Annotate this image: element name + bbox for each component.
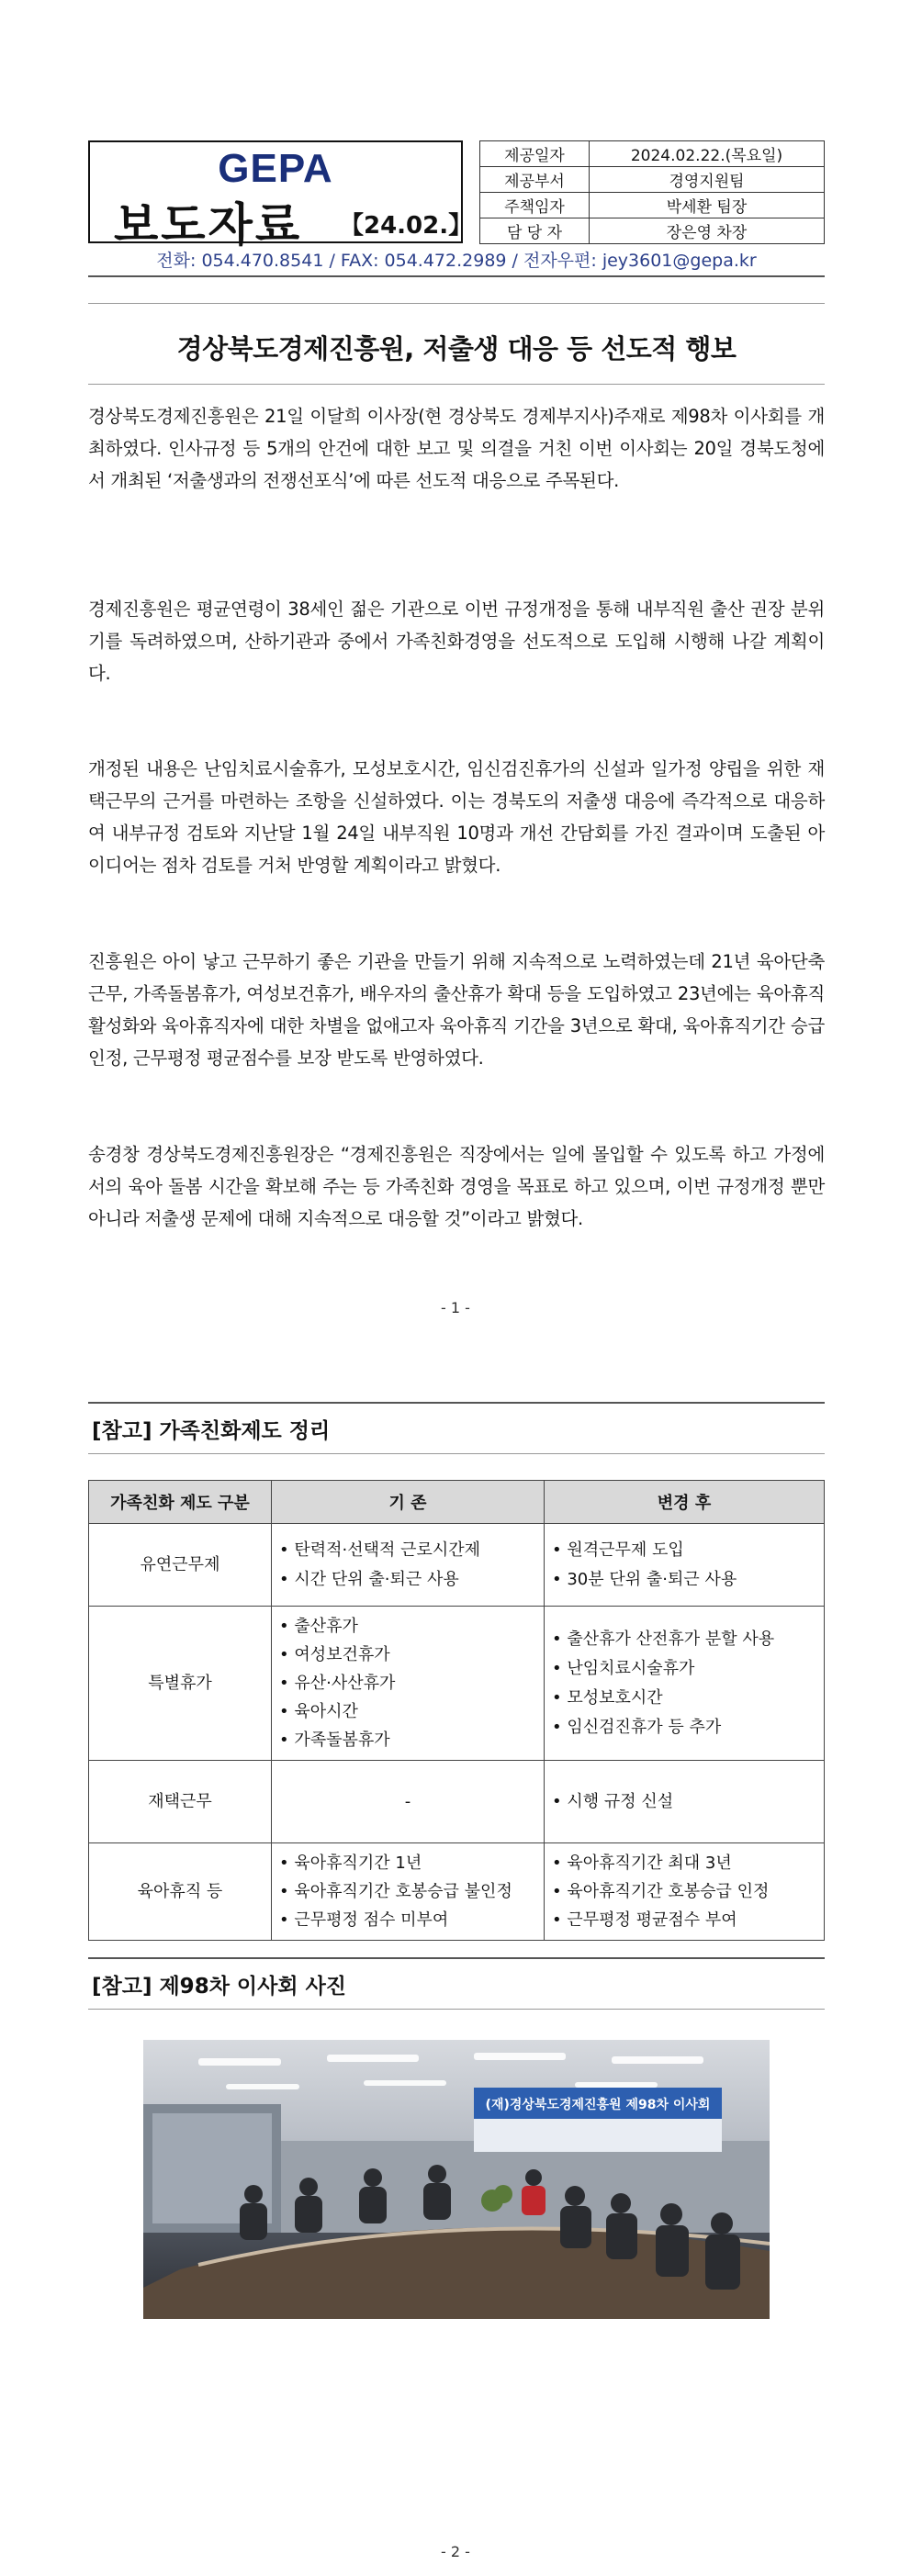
info-key: 제공일자 <box>480 141 590 167</box>
table-row <box>89 1843 825 1941</box>
info-value: 박세환 팀장 <box>590 193 825 218</box>
section-divider <box>88 2009 825 2010</box>
list-item: • 여성보건휴가 <box>279 1641 536 1669</box>
before-cell <box>272 1843 545 1941</box>
headline: 경상북도경제진흥원, 저출생 대응 등 선도적 행보 <box>176 333 737 364</box>
section-divider <box>88 1402 825 1404</box>
board-meeting-photo <box>143 2040 770 2319</box>
after-cell <box>545 1524 825 1607</box>
list-item: • 가족돌봄휴가 <box>279 1726 536 1754</box>
release-info-table <box>479 140 825 244</box>
category-cell: 유연근무제 <box>89 1524 272 1607</box>
divider <box>88 303 825 304</box>
page-number: - 2 - <box>441 2543 470 2560</box>
meeting-photo-illustration <box>143 2040 770 2319</box>
list-item: • 30분 단위 출·퇴근 사용 <box>552 1565 816 1595</box>
category-cell: 육아휴직 등 <box>89 1843 272 1941</box>
list-item: • 시행 규정 신설 <box>552 1787 816 1817</box>
paragraph: 경제진흥원은 평균연령이 38세인 젊은 기관으로 이번 규정개정을 통해 내부직원 출산 권장 분위기를 독려하였으며, 산하기관과 중에서 가족친화경영을 선도적으로 도입해 시행해 나갈 계획이다. <box>88 599 825 684</box>
before-cell <box>272 1607 545 1761</box>
list-item: • 육아휴직기간 최대 3년 <box>552 1849 816 1877</box>
paragraph: 송경창 경상북도경제진흥원장은 “경제진흥원은 직장에서는 일에 몰입할 수 있도록 하고 가정에서의 육아 돌봄 시간을 확보해 주는 등 가족친화 경영을 목표로 하고 있으며, 이번 규정개정 뿐만 아니라 저출생 문제에 대해 지속적으로 대응할 것”이라고 밝혔다. <box>88 1144 825 1229</box>
divider <box>88 275 825 277</box>
press-release-header <box>88 140 473 252</box>
info-value: 2024.02.22.(목요일) <box>590 141 825 167</box>
list-item: • 탄력적·선택적 근로시간제 <box>279 1536 536 1565</box>
after-cell <box>545 1843 825 1941</box>
list-item: • 난임치료시술휴가 <box>552 1654 816 1684</box>
list-item: • 육아시간 <box>279 1697 536 1726</box>
page-number: - 1 - <box>441 1299 470 1316</box>
contact-line: 전화: 054.470.8541 / FAX: 054.472.2989 / 전자우편: jey3601@gepa.kr <box>156 251 757 271</box>
column-header: 가족친화 제도 구분 <box>89 1481 272 1524</box>
paragraph: 진흥원은 아이 낳고 근무하기 좋은 기관을 만들기 위해 지속적으로 노력하였는데 21년 육아단축근무, 가족돌봄휴가, 여성보건휴가, 배우자의 출산휴가 확대 등을 도입하였고 23년에는 육아휴직 활성화와 육아휴직자에 대한 차별을 없애고자 육아휴직 기간을 3년으로 확대, 육아휴직기간 승급 인정, 근무평정 평균점수를 보장 받도록 반영하였다. <box>88 951 825 1069</box>
column-header: 기 존 <box>272 1481 545 1524</box>
list-item: • 원격근무제 도입 <box>552 1536 816 1565</box>
list-item: • 육아휴직기간 호봉승급 인정 <box>552 1877 816 1906</box>
list-item: • 모성보호시간 <box>552 1684 816 1713</box>
table-row <box>89 1607 825 1761</box>
paragraph: 개정된 내용은 난임치료시술휴가, 모성보호시간, 임신검진휴가의 신설과 일가정 양립을 위한 재택근무의 근거를 마련하는 조항을 신설하였다. 이는 경북도의 저출생 대응에 즉각적으로 대응하여 내부규정 검토와 지난달 1월 24일 내부직원 10명과 개선 간담회를 가진 결과이며 도출된 아이디어는 점차 검토를 거처 반영할 계획이라고 밝혔다. <box>88 758 825 876</box>
section-divider <box>88 1957 825 1959</box>
list-item: • 유산·사산휴가 <box>279 1669 536 1697</box>
table-row <box>89 1524 825 1607</box>
after-cell <box>545 1607 825 1761</box>
category-cell: 재택근무 <box>89 1761 272 1843</box>
logo-text: GEPA <box>218 146 333 191</box>
table-row <box>89 1761 825 1843</box>
info-value: 장은영 차장 <box>590 218 825 244</box>
release-label: 보도자료 <box>114 198 303 252</box>
category-cell: 특별휴가 <box>89 1607 272 1761</box>
list-item: • 육아휴직기간 호봉승급 불인정 <box>279 1877 536 1906</box>
release-date: 【24.02.】 <box>340 212 473 240</box>
paragraph: 경상북도경제진흥원은 21일 이달희 이사장(현 경상북도 경제부지사)주재로 제98차 이사회를 개최하였다. 인사규정 등 5개의 안건에 대한 보고 및 의결을 거친 이번 이사회는 20일 경북도청에서 개최된 ‘저출생과의 전쟁선포식’에 따른 선도적 대응으로 주목된다. <box>88 406 825 491</box>
after-cell <box>545 1761 825 1843</box>
reference-title: [참고] 제98차 이사회 사진 <box>92 1975 347 1999</box>
info-key: 주책임자 <box>480 193 590 218</box>
list-item: • 출산휴가 산전휴가 분할 사용 <box>552 1625 816 1654</box>
column-header: 변경 후 <box>545 1481 825 1524</box>
family-friendly-policy-table <box>88 1480 825 1941</box>
section-divider <box>88 1453 825 1454</box>
reference-title: [참고] 가족친화제도 정리 <box>92 1419 331 1443</box>
gepa-logo <box>90 146 461 192</box>
before-cell <box>272 1524 545 1607</box>
list-item: • 육아휴직기간 1년 <box>279 1849 536 1877</box>
info-key: 담 당 자 <box>480 218 590 244</box>
list-item: • 출산휴가 <box>279 1612 536 1641</box>
info-key: 제공부서 <box>480 167 590 193</box>
info-value: 경영지원팀 <box>590 167 825 193</box>
before-cell: - <box>272 1761 545 1843</box>
list-item: • 근무평정 점수 미부여 <box>279 1906 536 1934</box>
list-item: • 근무평정 평균점수 부여 <box>552 1906 816 1934</box>
meeting-banner-text: (재)경상북도경제진흥원 제98차 이사회 <box>485 2098 711 2112</box>
divider <box>88 384 825 385</box>
list-item: • 임신검진휴가 등 추가 <box>552 1713 816 1742</box>
list-item: • 시간 단위 출·퇴근 사용 <box>279 1565 536 1595</box>
